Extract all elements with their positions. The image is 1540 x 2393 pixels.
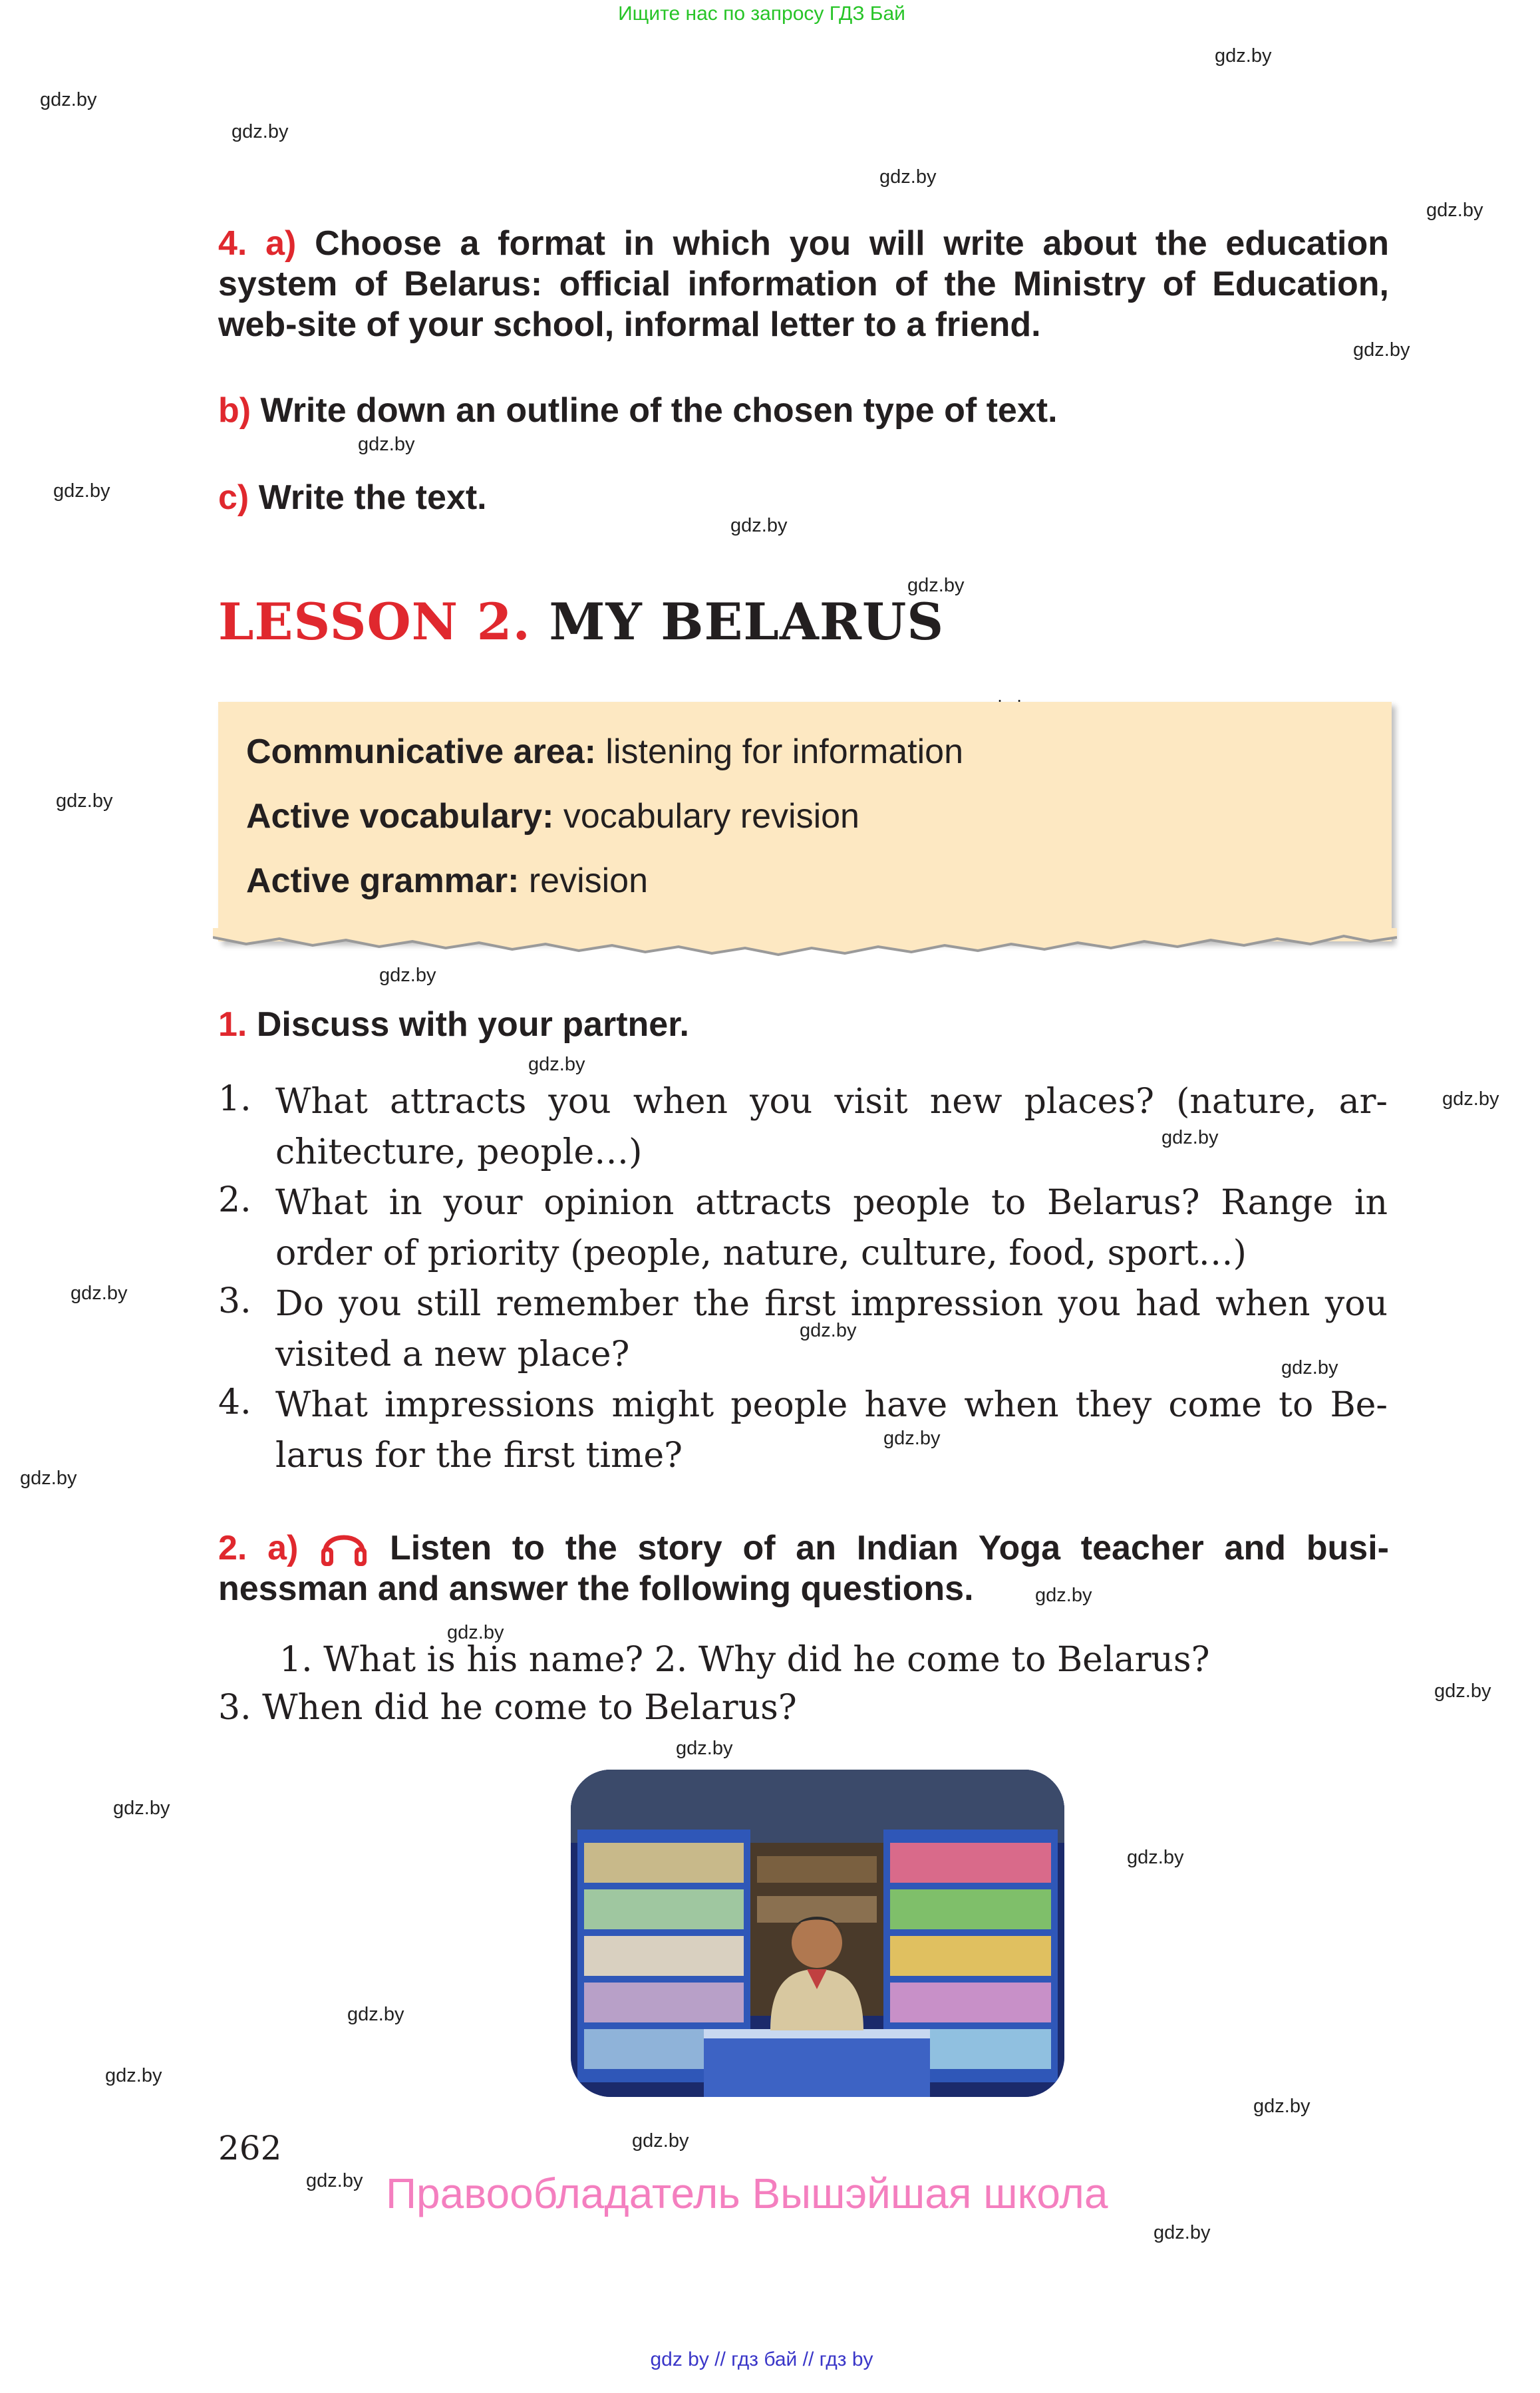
- info-area-value: listening for information: [605, 732, 964, 771]
- task1-title: Discuss with your partner.: [256, 1005, 690, 1044]
- task1-heading: [218, 1005, 1389, 1045]
- watermark: gdz.by: [907, 575, 965, 596]
- watermark: gdz.by: [447, 1622, 504, 1643]
- watermark: gdz.by: [883, 1428, 941, 1449]
- page-number: 262: [218, 2129, 282, 2167]
- task2-text: Listen to the story of an Indian Yoga teacher and busi- nessman and answer the following questions.: [218, 1529, 1389, 1608]
- info-communicative-area: [246, 732, 963, 772]
- watermark: gdz.by: [105, 2065, 162, 2086]
- watermark: gdz.by: [1215, 45, 1272, 67]
- task4-number: 4.: [218, 224, 247, 263]
- watermark: gdz.by: [1434, 1680, 1491, 1702]
- question-text: What in your opinion attracts people to Belarus? Range in order of priority (people, nature, culture, food, sport…): [275, 1183, 1388, 1273]
- lesson-number: LESSON 2.: [218, 592, 531, 651]
- watermark: gdz.by: [676, 1738, 733, 1759]
- lesson-title: [218, 592, 944, 651]
- watermark: gdz.by: [800, 1320, 857, 1341]
- watermark: gdz.by: [306, 2170, 363, 2191]
- task4-c: [218, 478, 1389, 518]
- question-number: 3.: [218, 1281, 251, 1321]
- question-number: 2.: [218, 1180, 251, 1220]
- info-area-label: Communicative area:: [246, 732, 596, 771]
- headphones-icon[interactable]: [319, 1525, 369, 1567]
- task4-c-text: Write the text.: [258, 478, 487, 517]
- task4-a: [218, 224, 1389, 345]
- watermark: gdz.by: [1353, 339, 1410, 361]
- watermark: gdz.by: [1161, 1127, 1219, 1148]
- task4-b-letter: b): [218, 391, 251, 430]
- watermark: gdz.by: [231, 121, 289, 142]
- watermark: gdz.by: [632, 2130, 689, 2152]
- watermark: gdz.by: [879, 166, 937, 188]
- watermark: gdz.by: [379, 965, 436, 986]
- watermark: gdz.by: [1442, 1088, 1499, 1110]
- watermark: gdz.by: [528, 1054, 585, 1075]
- lesson-name: MY BELARUS: [549, 592, 945, 651]
- watermark: gdz.by: [730, 515, 788, 536]
- watermark: gdz.by: [1253, 2096, 1310, 2117]
- task4-a-letter: a): [265, 224, 297, 263]
- info-vocab-value: vocabulary revision: [563, 797, 859, 836]
- question-text: What attracts you when you visit new places? (nature, ar- chitecture, people…): [275, 1082, 1388, 1172]
- task2-number: 2.: [218, 1529, 247, 1567]
- task2-questions-line1: 1. What is his name? 2. Why did he come to Belarus?: [279, 1640, 1210, 1680]
- shopkeeper-image: [571, 1770, 1064, 2097]
- task1-number: 1.: [218, 1005, 247, 1044]
- info-active-vocabulary: [246, 796, 859, 836]
- task4-b: [218, 391, 1389, 431]
- task2-heading: [218, 1525, 1389, 1609]
- shop-photo: [571, 1770, 1064, 2097]
- watermark: gdz.by: [1281, 1357, 1338, 1378]
- torn-paper-edge: [213, 928, 1397, 961]
- info-grammar-label: Active grammar:: [246, 862, 520, 900]
- task2-letter: a): [267, 1529, 299, 1567]
- copyright-holder: Правообладатель Вышэйшая школа: [386, 2169, 1108, 2217]
- watermark: gdz.by: [1127, 1847, 1184, 1868]
- watermark: gdz.by: [347, 2004, 404, 2025]
- question-number: 4.: [218, 1382, 251, 1422]
- bottom-banner[interactable]: gdz by // гдз бай // гдз by: [650, 2348, 873, 2370]
- task4-a-text: Choose a format in which you will write about the education system of Belarus: official information of the Ministry of Education, web-site of your school, informal letter to a friend.: [218, 224, 1389, 344]
- watermark: gdz.by: [358, 434, 415, 455]
- info-vocab-label: Active vocabulary:: [246, 797, 554, 836]
- watermark: gdz.by: [20, 1468, 77, 1489]
- watermark: gdz.by: [40, 89, 97, 110]
- watermark: gdz.by: [1035, 1585, 1092, 1606]
- top-banner[interactable]: Ищите нас по запросу ГДЗ Бай: [618, 3, 905, 25]
- watermark: gdz.by: [1426, 200, 1483, 221]
- task4-b-text: Write down an outline of the chosen type of text.: [260, 391, 1058, 430]
- watermark: gdz.by: [113, 1798, 170, 1819]
- watermark: gdz.by: [56, 790, 113, 812]
- task2-questions-line2: 3. When did he come to Belarus?: [218, 1688, 797, 1728]
- info-grammar-value: revision: [528, 862, 649, 900]
- info-active-grammar: [246, 861, 648, 901]
- question-text: What impressions might people have when they come to Be- larus for the first time?: [275, 1385, 1388, 1476]
- task4-c-letter: c): [218, 478, 249, 517]
- question-text: Do you still remember the first impression you had when you visited a new place?: [275, 1284, 1388, 1374]
- question-number: 1.: [218, 1079, 251, 1119]
- watermark: gdz.by: [71, 1283, 128, 1304]
- watermark: gdz.by: [53, 480, 110, 502]
- watermark: gdz.by: [1154, 2222, 1211, 2243]
